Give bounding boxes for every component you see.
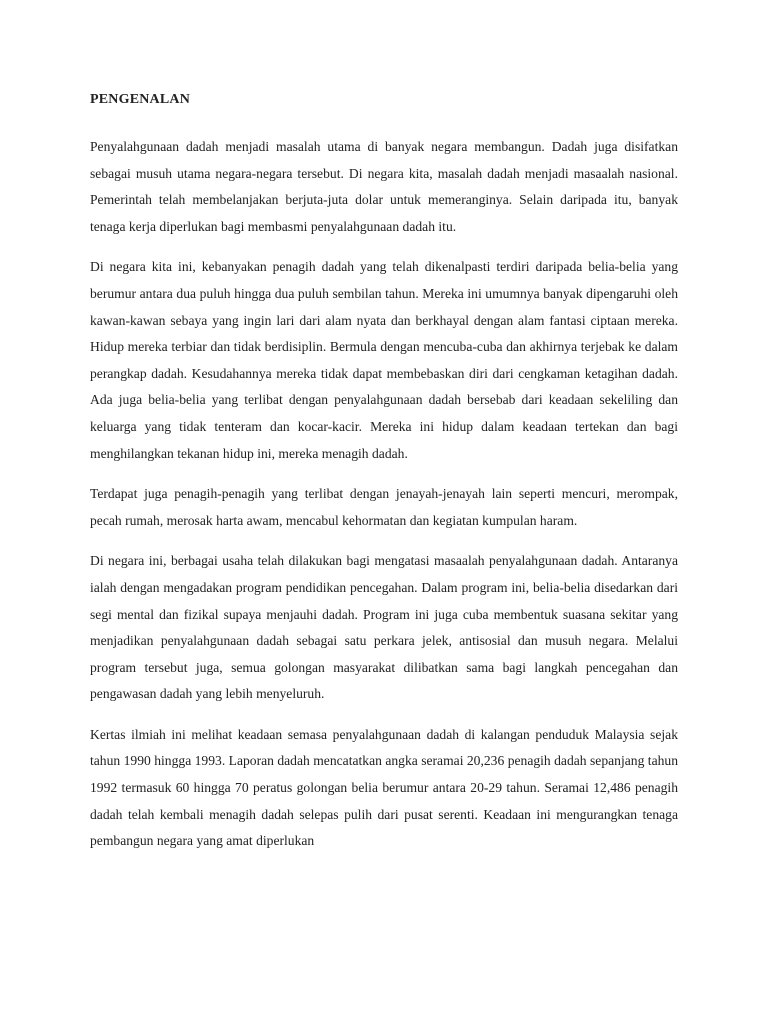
paragraph-5: Kertas ilmiah ini melihat keadaan semasa penyalahgunaan dadah di kalangan penduduk Malaysia sejak tahun 1990 hingga 1993. Laporan dadah mencatatkan angka seramai 20,236 penagih dadah sepanjang tahun 1992 termasuk 60 hingga 70 peratus golongan belia berumur antara 20-29 tahun. Seramai 12,486 penagih dadah telah kembali menagih dadah selepas pulih dari pusat serenti. Keadaan ini mengurangkan tenaga pembangun negara yang amat diperlukan (90, 726, 678, 849)
paragraph-4: Di negara ini, berbagai usaha telah dilakukan bagi mengatasi masaalah penyalahgunaan dadah. Antaranya ialah dengan mengadakan program pendidikan pencegahan. Dalam program ini, belia-belia disedarkan dari segi mental dan fizikal supaya menjauhi dadah. Program ini juga cuba membentuk suasana sekitar yang menjadikan penyalahgunaan dadah sebagai satu perkara jelek, antisosial dan musuh negara. Melalui program tersebut juga, semua golongan masyarakat dilibatkan sama bagi langkah pencegahan dan pengawasan dadah yang lebih menyeluruh. (90, 553, 678, 702)
document-body (90, 88, 678, 869)
paragraph-2: Di negara kita ini, kebanyakan penagih dadah yang telah dikenalpasti terdiri daripada belia-belia yang berumur antara dua puluh hingga dua puluh sembilan tahun. Mereka ini umumnya banyak dipengaruhi oleh kawan-kawan sebaya yang ingin lari dari alam nyata dan berkhayal dengan alam fantasi ciptaan mereka. Hidup mereka terbiar dan tidak berdisiplin. Bermula dengan mencuba-cuba dan akhirnya terjebak ke dalam perangkap dadah. Kesudahannya mereka tidak dapat membebaskan diri dari cengkaman ketagihan dadah. Ada juga belia-belia yang terlibat dengan penyalahgunaan dadah bersebab dari keadaan sekeliling dan keluarga yang tidak tenteram dan kocar-kacir. Mereka ini hidup dalam keadaan tertekan dan bagi menghilangkan tekanan hidup ini, mereka menagih dadah. (90, 259, 678, 461)
paragraph-1: Penyalahgunaan dadah menjadi masalah utama di banyak negara membangun. Dadah juga disifatkan sebagai musuh utama negara-negara tersebut. Di negara kita, masalah dadah menjadi masaalah nasional. Pemerintah telah membelanjakan berjuta-juta dolar untuk memeranginya. Selain daripada itu, banyak tenaga kerja diperlukan bagi membasmi penyalahgunaan dadah itu. (90, 139, 678, 234)
paragraph-3: Terdapat juga penagih-penagih yang terlibat dengan jenayah-jenayah lain seperti mencuri, merompak, pecah rumah, merosak harta awam, mencabul kehormatan dan kegiatan kumpulan haram. (90, 486, 678, 528)
section-heading: PENGENALAN (90, 92, 191, 107)
